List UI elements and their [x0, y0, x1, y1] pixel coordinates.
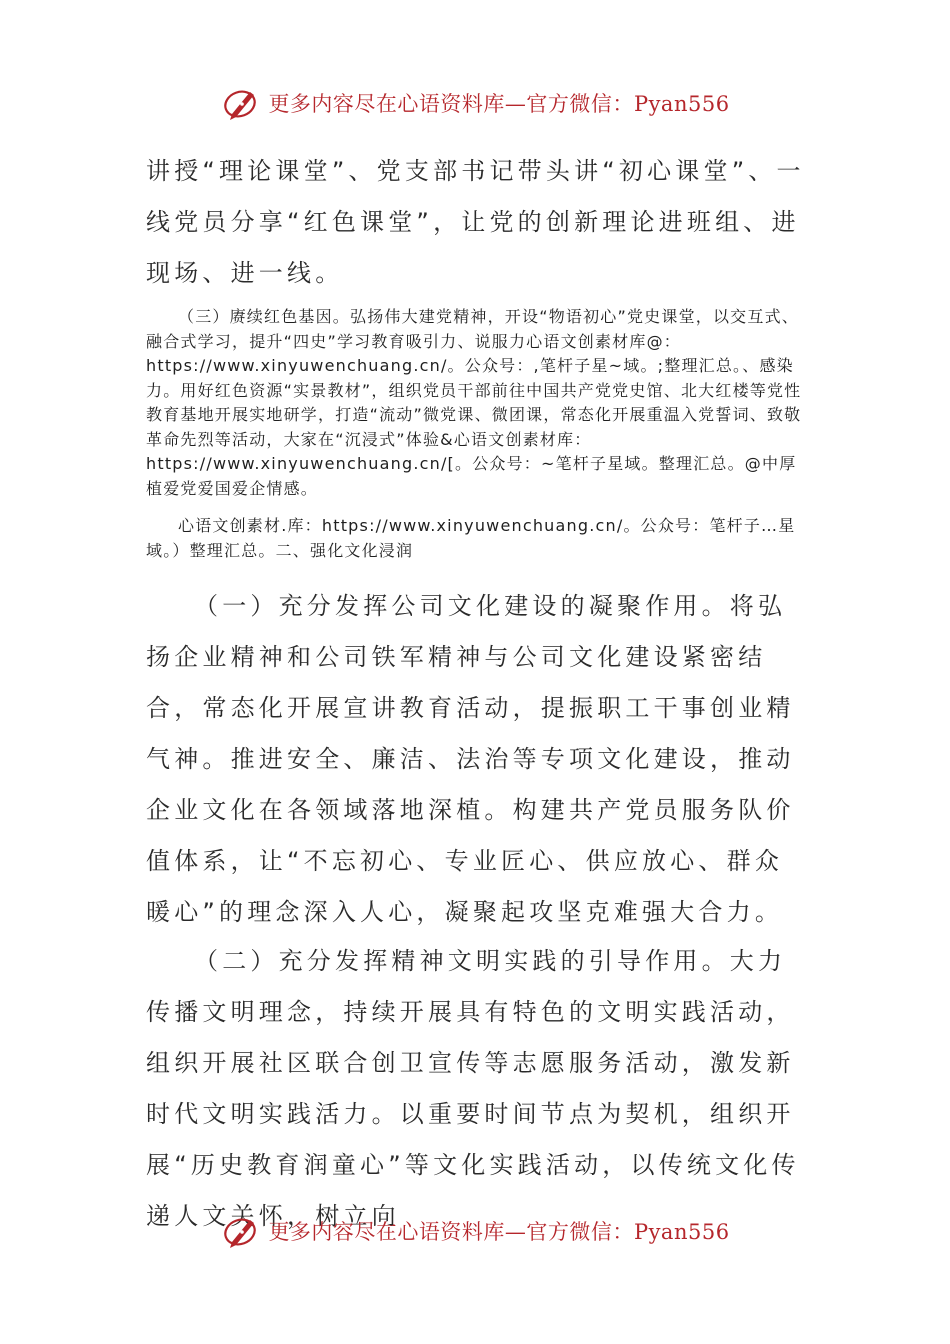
paragraph-item-one: （一）充分发挥公司文化建设的凝聚作用。将弘扬企业精神和公司铁军精神与公司文化建设紧密结合，常态化开展宣讲教育活动，提振职工干事创业精气神。推进安全、廉洁、法治等专项文化建设，推动企业文化在各领域落地深植。构建共产党员服务队价值体系，让“不忘初心、专业匠心、供应放心、群众暖心”的理念深入人心，凝聚起攻坚克难强大合力。: [146, 592, 795, 926]
pen-nib-logo-icon: [220, 1210, 262, 1252]
wechat-id: Pyan556: [633, 1220, 730, 1244]
paragraph-section-three: （三）赓续红色基因。弘扬伟大建党精神，开设“物语初心”党史课堂，以交互式、融合式学习，提升“四史”学习教育吸引力、说服力心语文创素材库@：https://www.xinyuwenchuang.cn/。公众号：,笔杆子星~域。;整理汇总。、感染力。用好红色资源“实景教材”，组织党员干部前往中国共产党党史馆、北大红楼等党性教育基地开展实地研学，打造“流动”微党课、微团课，常态化开展重温入党誓词、致敬革命先烈等活动，大家在“沉浸式”体验&心语文创素材库：https://www.xinyuwenchuang.cn/[。公众号：~笔杆子星域。整理汇总。@中厚植爱党爱国爱企情感。: [146, 307, 802, 498]
header-banner: [0, 78, 950, 128]
wechat-id: Pyan556: [633, 92, 730, 116]
paragraph-continued: 讲授“理论课堂”、党支部书记带头讲“初心课堂”、一线党员分享“红色课堂”，让党的创新理论进班组、进现场、进一线。: [146, 157, 805, 287]
paragraph-item-two: （二）充分发挥精神文明实践的引导作用。大力传播文明理念，持续开展具有特色的文明实践活动，组织开展社区联合创卫宣传等志愿服务活动，激发新时代文明实践活力。以重要时间节点为契机，组织开展“历史教育润童心”等文化实践活动，以传统文化传递人文关怀，树立向: [146, 947, 800, 1230]
banner-text: 更多内容尽在心语资料库—官方微信：Pyan556: [268, 1220, 730, 1244]
banner-text: 更多内容尽在心语资料库—官方微信：Pyan556: [268, 92, 730, 116]
pen-nib-logo-icon: [220, 82, 262, 124]
paragraph-section-two-heading: 心语文创素材.库：https://www.xinyuwenchuang.cn/。公众号：笔杆子…星域。）整理汇总。二、强化文化浸润: [146, 516, 796, 560]
footer-banner: [0, 1206, 950, 1256]
